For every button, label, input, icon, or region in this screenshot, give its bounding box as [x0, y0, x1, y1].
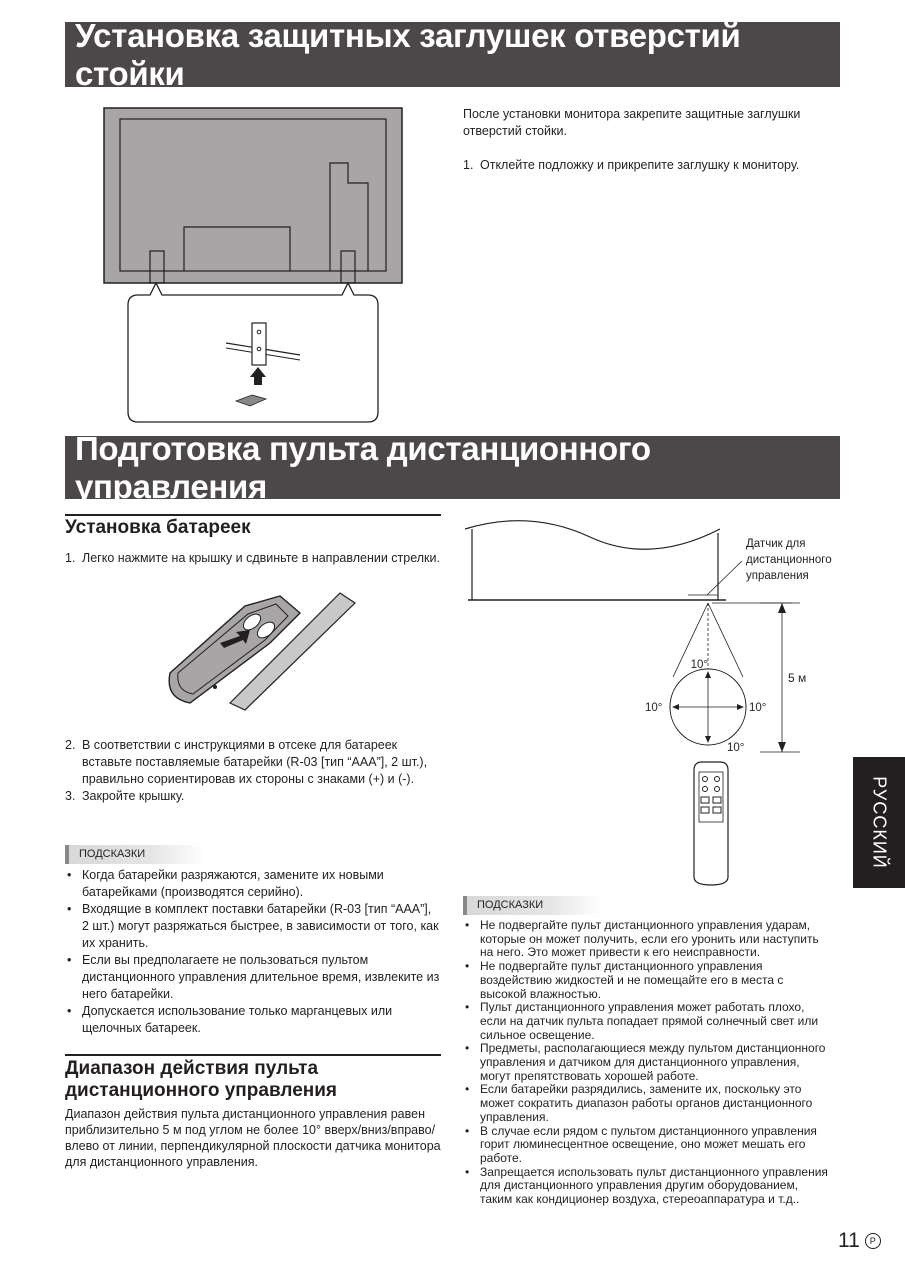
- list-item: • Если батарейки разрядились, замените их, поскольку это может сократить диапазон работы органов дистанционного управления.: [465, 1082, 813, 1124]
- step-item: [65, 788, 445, 805]
- tip-text: Предметы, располагающиеся между пультом дистанционного управления и датчиком для дистанционного управления, могут препятствовать хорошей работе.: [480, 1041, 826, 1083]
- step-text: В соответствии с инструкциями в отсеке для батареек вставьте поставляемые батарейки (R-03 [тип “AAA”], 2 шт.), правильно сориентировав их стороны с знаками (+) и (-).: [82, 738, 428, 786]
- tip-text: Запрещается использовать пульт дистанционного управления для дистанционного управления другим оборудованием, таким как кондиционер воздуха, стереоаппаратура и т.д..: [480, 1164, 828, 1207]
- step-item: [65, 737, 445, 788]
- list-item: • Не подвергайте пульт дистанционного управления ударам, которые он может получить, если его уронить или наступить на него. Это может привести к его неисправности.: [465, 918, 819, 960]
- tips-label: ПОДСКАЗКИ: [65, 845, 205, 864]
- page-number: [838, 1229, 881, 1253]
- battery-cover-illustration: [160, 588, 360, 713]
- angle-label-bottom: 10°: [727, 742, 745, 754]
- step-number: 1.: [463, 158, 474, 172]
- batteries-step-1: [65, 550, 440, 567]
- step-text: Легко нажмите на крышку и сдвиньте в направлении стрелки.: [82, 551, 440, 565]
- tip-text: Пульт дистанционного управления может работать плохо, если на датчик пульта попадает прямой солнечный свет или сильное освещение.: [480, 1000, 819, 1042]
- section-title-text: Подготовка пульта дистанционного управления: [75, 429, 651, 505]
- tips-label: ПОДСКАЗКИ: [463, 896, 603, 915]
- angle-label-top: 10°: [690, 659, 708, 671]
- page-mark: [865, 1233, 881, 1249]
- tip-text: Когда батарейки разряжаются, замените их новыми батарейками (производятся серийно).: [82, 868, 384, 899]
- section-title-remote: [65, 429, 840, 505]
- range-heading-line: дистанционного управления: [65, 1080, 338, 1101]
- page-mark-letter: P: [869, 1235, 876, 1246]
- tip-text: В случае если рядом с пультом дистанционного управления горит люминесцентное освещение, оно может мешать его работе.: [480, 1123, 817, 1165]
- batteries-heading: Установка батареек: [65, 517, 251, 538]
- range-text: Диапазон действия пульта дистанционного управления равен приблизительно 5 м под углом не более 10° вверх/вниз/вправо/влево от линии, перпендикулярной плоскости датчика монитора для дистанционного управления.: [65, 1107, 441, 1169]
- range-tips-list: [463, 919, 833, 1207]
- list-item: • Предметы, располагающиеся между пультом дистанционного управления и датчиком для дистанционного управления, могут препятствовать хорошей работе.: [465, 1041, 826, 1083]
- angle-label-left: 10°: [645, 702, 663, 714]
- step-text: Отклейте подложку и прикрепите заглушку к монитору.: [480, 158, 800, 172]
- list-item: • Когда батарейки разряжаются, замените их новыми батарейками (производятся серийно).: [67, 868, 384, 899]
- list-item: • Не подвергайте пульт дистанционного управления воздействию жидкостей и не помещайте его в места с высокой влажностью.: [465, 959, 784, 1001]
- step-number: 1.: [65, 551, 76, 565]
- tip-text: Не подвергайте пульт дистанционного управления воздействию жидкостей и не помещайте его в места с высокой влажностью.: [480, 959, 784, 1001]
- page-number-value: 11: [838, 1229, 860, 1252]
- step-number: 2.: [65, 738, 76, 752]
- step-item: [65, 550, 440, 567]
- list-item: • Запрещается использовать пульт дистанционного управления для дистанционного управления другим оборудованием, таким как кондиционер воздуха, стереоаппаратура и т.д..: [465, 1164, 828, 1207]
- stand-cap-illustration: [100, 105, 410, 430]
- list-item: • Если вы предполагаете не пользоваться пультом дистанционного управления длительное время, извлеките из него батарейки.: [67, 953, 440, 1001]
- sensor-label: управления: [746, 570, 809, 582]
- range-heading: [65, 1058, 337, 1102]
- heading-rule: [65, 1054, 441, 1056]
- heading-rule: [65, 514, 441, 516]
- batteries-tips-list: [65, 867, 440, 1037]
- language-tab-label: РУССКИЙ: [869, 776, 890, 869]
- section-title-text: Установка защитных заглушек отверстий стойки: [75, 16, 741, 92]
- stand-caps-intro: После установки монитора закрепите защитные заглушки отверстий стойки.: [463, 107, 801, 138]
- step-text: Закройте крышку.: [82, 789, 185, 803]
- stand-caps-steps: [463, 157, 853, 174]
- list-item: • В случае если рядом с пультом дистанционного управления горит люминесцентное освещение, оно может мешать его работе.: [465, 1123, 817, 1165]
- angle-label-right: 10°: [749, 702, 767, 714]
- distance-label: 5 м: [788, 671, 807, 685]
- sensor-label: Датчик для: [746, 538, 806, 550]
- step-number: 3.: [65, 789, 76, 803]
- list-item: • Допускается использование только марганцевых или щелочных батареек.: [67, 1004, 393, 1035]
- range-heading-line: Диапазон действия пульта: [65, 1058, 319, 1079]
- tip-text: Если вы предполагаете не пользоваться пультом дистанционного управления длительное время, извлеките из него батарейки.: [82, 953, 440, 1001]
- tip-text: Не подвергайте пульт дистанционного управления ударам, которые он может получить, если его уронить или наступить на него. Это может привести к его неисправности.: [480, 918, 819, 960]
- list-item: • Пульт дистанционного управления может работать плохо, если на датчик пульта попадает прямой солнечный свет или сильное освещение.: [465, 1000, 819, 1042]
- tip-text: Если батарейки разрядились, замените их, поскольку это может сократить диапазон работы органов дистанционного управления.: [480, 1082, 813, 1124]
- sensor-label: дистанционного: [746, 554, 832, 566]
- language-tab: [853, 757, 905, 888]
- tip-text: Входящие в комплект поставки батарейки (R-03 [тип “AAA”], 2 шт.) могут разряжаться быстрее, в зависимости от того, как их хранить.: [82, 902, 439, 950]
- batteries-steps-2-3: [65, 737, 445, 805]
- list-item: • Входящие в комплект поставки батарейки (R-03 [тип “AAA”], 2 шт.) могут разряжаться быстрее, в зависимости от того, как их хранить.: [67, 902, 439, 950]
- section-title-stand-caps: [65, 16, 840, 92]
- tip-text: Допускается использование только марганцевых или щелочных батареек.: [82, 1004, 393, 1035]
- step-item: [463, 157, 853, 174]
- range-diagram: [460, 515, 855, 890]
